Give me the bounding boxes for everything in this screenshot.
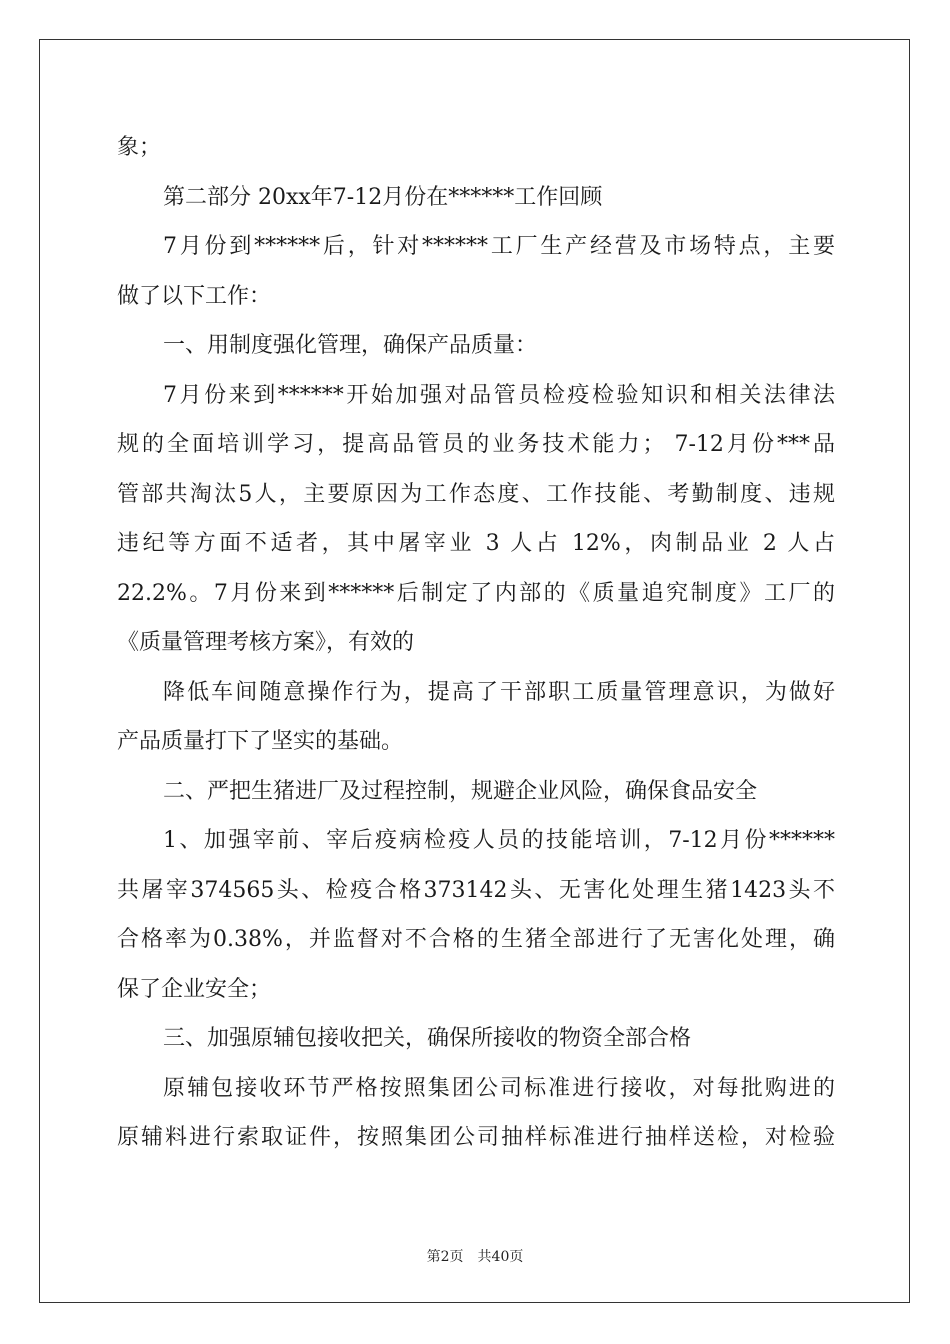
- page-number: 第2页: [426, 1249, 464, 1265]
- text-line: 保了企业安全；: [117, 976, 272, 1002]
- text-line: 产品质量打下了坚实的基础。: [117, 729, 404, 754]
- text-line: 共屠宰374565头、检疫合格373142头、无害化处理生猪1423头不: [117, 877, 835, 903]
- text-line: 降低车间随意操作行为，提高了干部职工质量管理意识，为做好: [163, 679, 835, 705]
- text-line: 规的全面培训学习，提高品管员的业务技术能力； 7-12月份***品: [117, 432, 835, 457]
- text-line: 一、用制度强化管理，确保产品质量：: [163, 333, 538, 358]
- text-line: 7月份来到******开始加强对品管员检疫检验知识和相关法律法: [163, 382, 835, 408]
- document-body: [117, 123, 835, 1163]
- page-footer: [0, 1247, 950, 1267]
- text-line: 管部共淘汰5人，主要原因为工作态度、工作技能、考勤制度、违规: [117, 481, 835, 507]
- text-line: 原辅包接收环节严格按照集团公司标准进行接收，对每批购进的: [163, 1075, 835, 1101]
- text-line: 违纪等方面不适者，其中屠宰业 3 人占 12%，肉制品业 2 人占: [117, 531, 835, 556]
- text-line: 二、严把生猪进厂及过程控制，规避企业风险，确保食品安全: [163, 778, 758, 804]
- text-line: 第二部分 20xx年7-12月份在******工作回顾: [163, 184, 603, 210]
- text-line: 7月份到******后，针对******工厂生产经营及市场特点，主要: [163, 234, 835, 259]
- text-line: 1、加强宰前、宰后疫病检疫人员的技能培训，7-12月份******: [163, 828, 835, 853]
- page-total: 共40页: [477, 1249, 524, 1265]
- text-line: 原辅料进行索取证件，按照集团公司抽样标准进行抽样送检，对检验: [117, 1125, 835, 1150]
- text-line: 22.2%。7月份来到******后制定了内部的《质量追究制度》工厂的: [117, 580, 835, 606]
- text-line: 象；: [117, 135, 162, 160]
- text-line: 做了以下工作：: [117, 283, 272, 309]
- text-line: 《质量管理考核方案》，有效的: [117, 630, 415, 655]
- text-line: 三、加强原辅包接收把关，确保所接收的物资全部合格: [163, 1026, 692, 1051]
- text-line: 合格率为0.38%，并监督对不合格的生猪全部进行了无害化处理，确: [117, 927, 835, 952]
